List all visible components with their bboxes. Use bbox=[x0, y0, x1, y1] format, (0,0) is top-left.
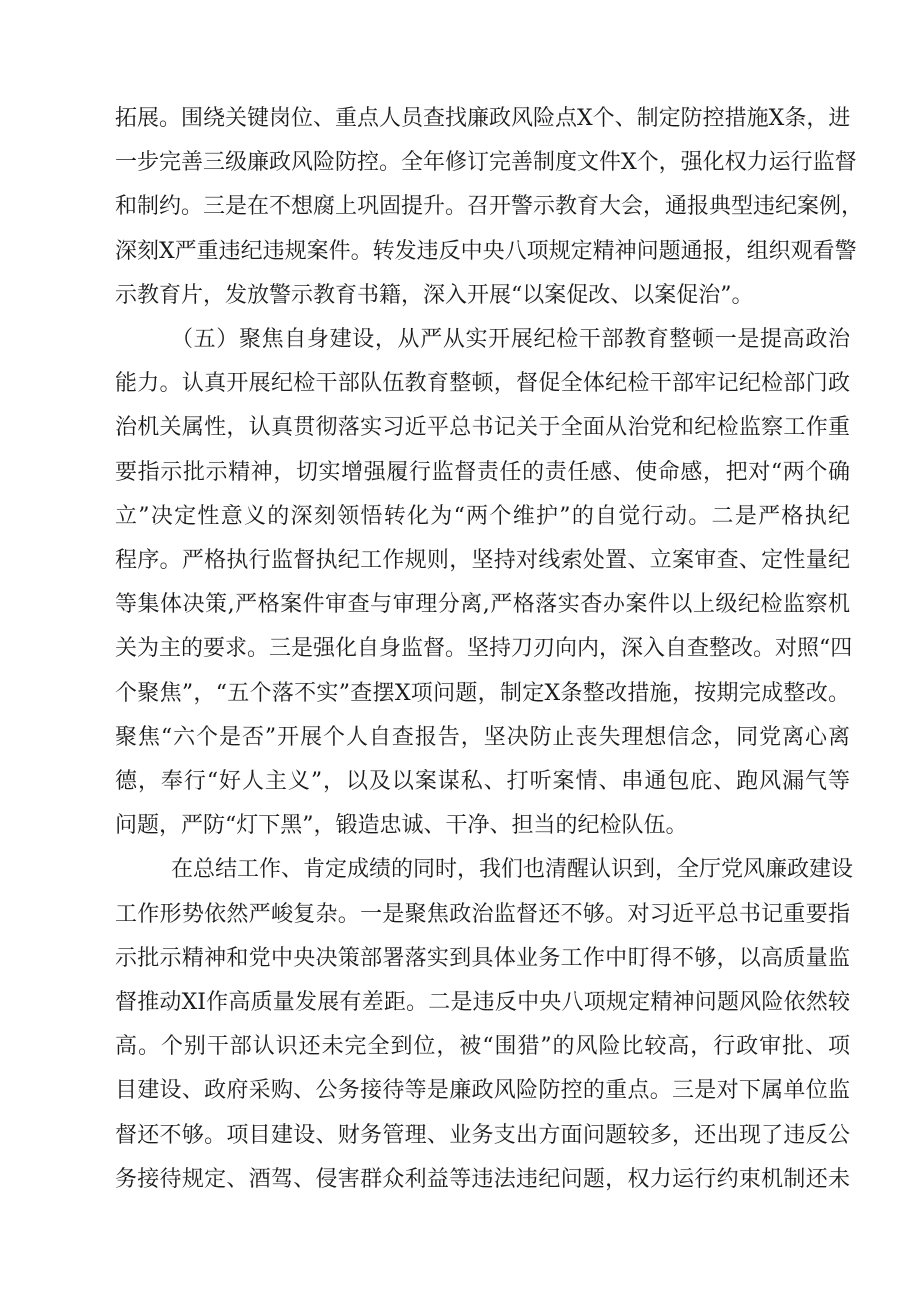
text-line: 要指示批示精神，切实增强履行监督责任的责任感、使命感，把对“两个确 bbox=[115, 460, 850, 485]
text-line: 拓展。围绕关键岗位、重点人员查找廉政风险点X个、制定防控措施X条，进 bbox=[115, 106, 851, 131]
text-line: 治机关属性，认真贯彻落实习近平总书记关于全面从治党和纪检监察工作重 bbox=[115, 415, 850, 440]
text-line: 程序。严格执行监督执纪工作规则，坚持对线索处置、立案审查、定性量纪 bbox=[115, 548, 850, 573]
text-line: 一步完善三级廉政风险防控。全年修订完善制度文件X个，强化权力运行监督 bbox=[115, 150, 857, 175]
text-line: 问题，严防“灯下黑”，锻造忠诚、干净、担当的纪检队伍。 bbox=[115, 813, 688, 838]
text-line: 立”决定性意义的深刻领悟转化为“两个维护”的自觉行动。二是严格执纪 bbox=[115, 504, 850, 529]
paragraph-first-line: 在总结工作、肯定成绩的同时，我们也清醒认识到，全厅党风廉政建设 bbox=[171, 857, 854, 882]
text-line: 务接待规定、酒驾、侵害群众利益等违法违纪问题，权力运行约束机制还未 bbox=[115, 1167, 850, 1192]
text-line: 关为主的要求。三是强化自身监督。坚持刀刃向内，深入自查整改。对照“四 bbox=[115, 636, 853, 661]
text-line: 督还不够。项目建设、财务管理、业务支出方面问题较多，还出现了违反公 bbox=[115, 1123, 850, 1148]
text-line: 高。个别干部认识还未完全到位，被“围猎”的风险比较高，行政审批、项 bbox=[115, 1034, 850, 1059]
text-line: 和制约。三是在不想腐上巩固提升。召开警示教育大会，通报典型违纪案例， bbox=[115, 194, 864, 219]
text-line: 目建设、政府采购、公务接待等是廉政风险防控的重点。三是对下属单位监 bbox=[115, 1078, 850, 1103]
text-line: 德，奉行“好人主义”，以及以案谋私、打听案情、串通包庇、跑风漏气等 bbox=[115, 769, 850, 794]
text-line: 能力。认真开展纪检干部队伍教育整顿，督促全体纪检干部牢记纪检部门政 bbox=[115, 371, 850, 396]
text-line: 示批示精神和党中央决策部署落实到具体业务工作中盯得不够，以高质量监 bbox=[115, 946, 850, 971]
text-line: 聚焦“六个是否”开展个人自查报告，坚决防止丧失理想信念，同党离心离 bbox=[115, 725, 850, 750]
text-line: 等集体决策,严格案件审查与审理分离,严格落实杳办案件以上级纪检监察机 bbox=[115, 592, 850, 617]
text-line: 示教育片，发放警示教育书籍，深入开展“以案促改、以案促治”。 bbox=[115, 283, 754, 308]
section-heading-line: （五）聚焦自身建设，从严从实开展纪检干部教育整顿一是提高政治 bbox=[171, 327, 850, 352]
text-line: 督推动XI作高质量发展有差距。二是违反中央八项规定精神问题风险依然较 bbox=[115, 990, 850, 1015]
text-line: 深刻X严重违纪违规案件。转发违反中央八项规定精神问题通报，组织观看警 bbox=[115, 239, 857, 264]
text-line: 工作形势依然严峻复杂。一是聚焦政治监督还不够。对习近平总书记重要指 bbox=[115, 902, 850, 927]
text-line: 个聚焦”，“五个落不实”查摆X项问题，制定X条整改措施，按期完成整改。 bbox=[115, 681, 850, 706]
